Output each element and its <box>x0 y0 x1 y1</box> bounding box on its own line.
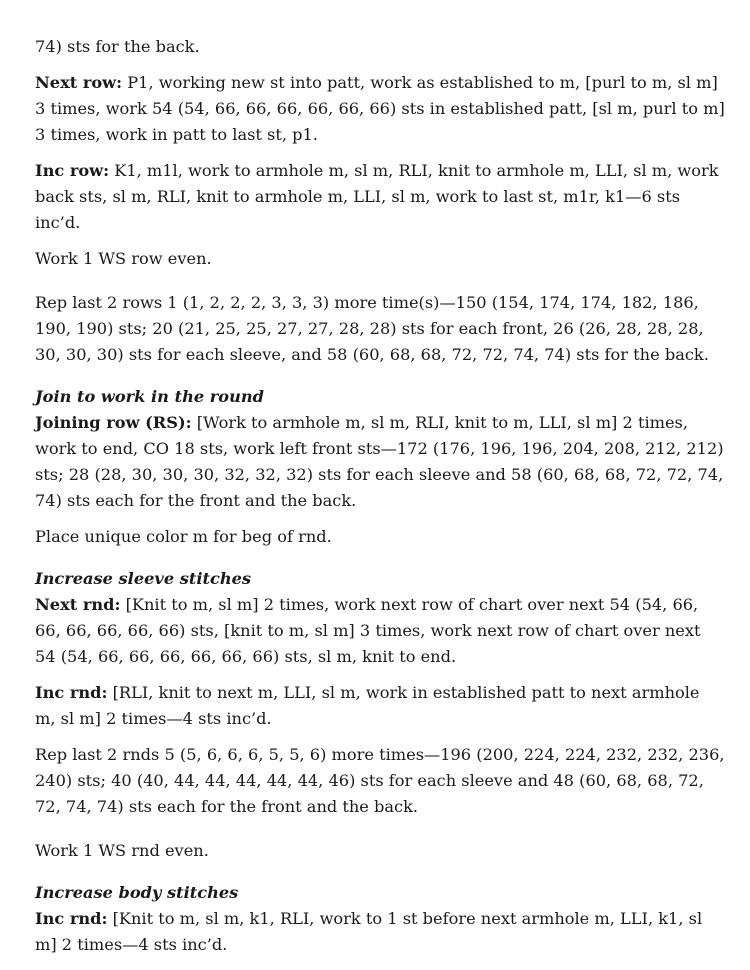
paragraph-back-sts-continuation: 74) sts for the back. <box>35 37 200 56</box>
paragraph-rep-last-rows: Rep last 2 rows 1 (1, 2, 2, 2, 3, 3, 3) more time(s)—150 (154, 174, 174, 182, 186, 190, 190) sts; 20 (21, 25, 25, 27, 27, 28, 28) sts for each front, 26 (26, 28, 28, 28, 30, 30, 30) sts for each sleeve, and 58 (60, 68, 68, 72, 72, 74, 74) sts for the back. <box>35 293 709 364</box>
document-page <box>35 34 725 958</box>
inc-rnd-body-label: Inc rnd: <box>35 909 108 928</box>
paragraph-place-marker: Place unique color m for beg of rnd. <box>35 527 332 546</box>
paragraph-work-ws-rnd: Work 1 WS rnd even. <box>35 841 209 860</box>
section-increase-body <box>35 880 725 958</box>
section-increase-sleeve <box>35 566 725 670</box>
joining-row-text: [Work to armhole m, sl m, RLI, knit to m, LLI, sl m] 2 times, work to end, CO 18 sts, work left front sts—172 (176, 196, 196, 204, 208, 212, 212) sts; 28 (28, 30, 30, 30, 32, 32, 32) sts for each sleeve and 58 (60, 68, 68, 72, 72, 74, 74) sts each for the front and the back. <box>35 413 724 510</box>
next-rnd-text: [Knit to m, sl m] 2 times, work next row of chart over next 54 (54, 66, 66, 66, 66, 66, 66) sts, [knit to m, sl m] 3 times, work next row of chart over next 54 (54, 66, 66, 66, 66, 66, 66) sts, sl m, knit to end. <box>35 595 701 666</box>
section-join-round <box>35 384 725 514</box>
heading-join-round: Join to work in the round <box>35 387 264 406</box>
inc-row-text: K1, m1l, work to armhole m, sl m, RLI, knit to armhole m, LLI, sl m, work back sts, sl m, RLI, knit to armhole m, LLI, sl m, work to last st, m1r, k1—6 sts inc’d. <box>35 161 719 232</box>
inc-rnd-sleeve-label: Inc rnd: <box>35 683 108 702</box>
paragraph-work-ws-row: Work 1 WS row even. <box>35 249 212 268</box>
paragraph-inc-rnd-sleeve <box>35 680 725 732</box>
inc-rnd-body-text: [Knit to m, sl m, k1, RLI, work to 1 st before next armhole m, LLI, k1, sl m] 2 times—4 sts inc’d. <box>35 909 703 954</box>
inc-rnd-sleeve-text: [RLI, knit to next m, LLI, sl m, work in established patt to next armhole m, sl m] 2 times—4 sts inc’d. <box>35 683 700 728</box>
next-row-label: Next row: <box>35 73 123 92</box>
inc-row-label: Inc row: <box>35 161 110 180</box>
paragraph-rep-last-rnds: Rep last 2 rnds 5 (5, 6, 6, 6, 5, 5, 6) more times—196 (200, 224, 224, 232, 232, 236, 240) sts; 40 (40, 44, 44, 44, 44, 44, 46) sts for each sleeve and 48 (60, 68, 68, 72, 72, 74, 74) sts each for the front and the back. <box>35 745 725 816</box>
next-rnd-label: Next rnd: <box>35 595 121 614</box>
heading-increase-sleeve: Increase sleeve stitches <box>35 569 252 588</box>
joining-row-label: Joining row (RS): <box>35 413 192 432</box>
paragraph-next-row <box>35 70 725 148</box>
paragraph-inc-row <box>35 158 725 236</box>
heading-increase-body: Increase body stitches <box>35 883 239 902</box>
next-row-text: P1, working new st into patt, work as established to m, [purl to m, sl m] 3 times, work 54 (54, 66, 66, 66, 66, 66, 66) sts in established patt, [sl m, purl to m] 3 times, work in patt to last st, p1. <box>35 73 725 144</box>
